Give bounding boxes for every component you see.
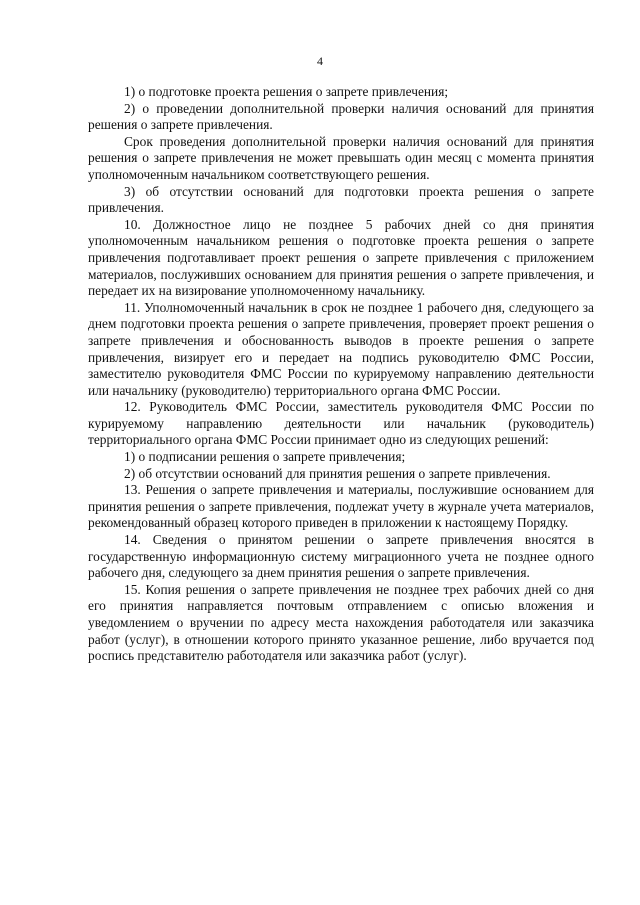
- paragraph: 2) об отсутствии оснований для принятия решения о запрете привлечения.: [124, 465, 551, 481]
- paragraph: 10. Должностное лицо не позднее 5 рабочих дней со дня принятия уполномоченным начальником решения о подготовке проекта решения о запрете привлечения подготавливает проект решения о запрете привлечения с приложением материалов, послуживших основанием для принятия решения о запрете привлечения, и передает их на визирование уполномоченному начальнику.: [88, 216, 594, 299]
- paragraph: 15. Копия решения о запрете привлечения не позднее трех рабочих дней со дня его принятия направляется почтовым отправлением с описью вложения и уведомлением о вручении по адресу места нахождения работодателя или заказчика работ (услуг), в отношении которого принято указанное решение, либо вручается под роспись представителю работодателя или заказчика работ (услуг).: [88, 581, 594, 664]
- paragraph: 11. Уполномоченный начальник в срок не позднее 1 рабочего дня, следующего за днем подготовки проекта решения о запрете привлечения, проверяет проект решения о запрете привлечения и обоснованность выводов в проекте решения о запрете привлечения, визирует его и передает на подпись руководителю ФМС России, заместителю руководителя ФМС России по курируемому направлению деятельности или начальнику (руководителю) территориального органа ФМС России.: [88, 299, 594, 398]
- paragraph: 1) о подписании решения о запрете привлечения;: [124, 449, 406, 465]
- paragraph: 12. Руководитель ФМС России, заместитель руководителя ФМС России по курируемому направлению деятельности или начальник (руководитель) территориального органа ФМС России принимает одно из следующих решений:: [88, 399, 594, 448]
- paragraph: 13. Решения о запрете привлечения и материалы, послужившие основанием для принятия решения о запрете привлечения, подлежат учету в журнале учета материалов, рекомендованный образец которого приведен в приложении к настоящему Порядку.: [88, 482, 594, 531]
- paragraph: Срок проведения дополнительной проверки наличия оснований для принятия решения о запрете привлечения не может превышать один месяц с момента принятия уполномоченным начальником соответствующего решения.: [88, 133, 594, 182]
- paragraph: 3) об отсутствии оснований для подготовки проекта решения о запрете привлечения.: [88, 183, 594, 216]
- paragraph: 1) о подготовке проекта решения о запрете привлечения;: [124, 84, 449, 99]
- document-body: [88, 84, 594, 665]
- page-number: 4: [317, 54, 323, 68]
- paragraph: 14. Сведения о принятом решении о запрете привлечения вносятся в государственную информационную систему миграционного учета не позднее одного рабочего дня, следующего за днем принятия решения о запрете привлечения.: [88, 532, 594, 581]
- paragraph: 2) о проведении дополнительной проверки наличия оснований для принятия решения о запрете привлечения.: [88, 100, 594, 133]
